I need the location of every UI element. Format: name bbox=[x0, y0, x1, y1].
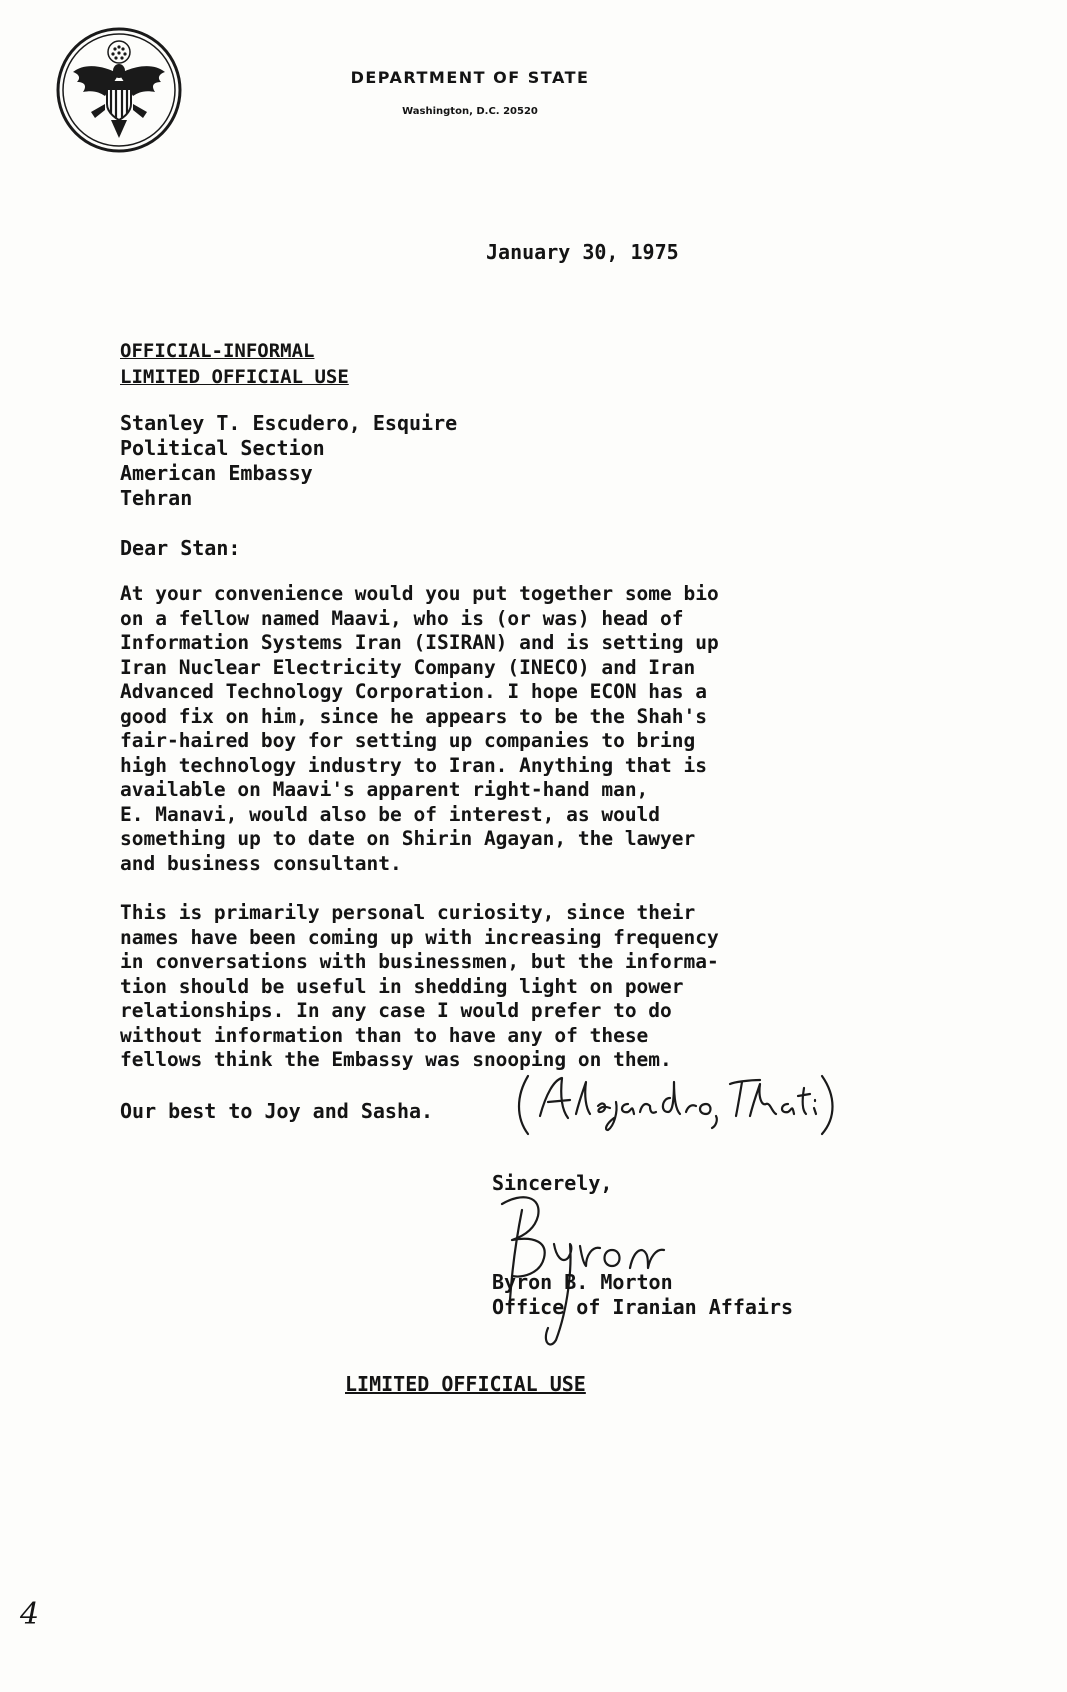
department-address: Washington, D.C. 20520 bbox=[402, 106, 538, 117]
body-line: tion should be useful in shedding light on power bbox=[120, 974, 684, 998]
body-line: E. Manavi, would also be of interest, as would bbox=[120, 802, 661, 826]
body-paragraph-2 bbox=[120, 901, 890, 1073]
signer-office: Office of Iranian Affairs bbox=[492, 1295, 794, 1319]
recipient-office: American Embassy bbox=[120, 461, 313, 485]
recipient-section: Political Section bbox=[120, 436, 325, 460]
body-line: Iran Nuclear Electricity Company (INECO) and Iran bbox=[120, 655, 696, 679]
body-paragraph-1 bbox=[120, 582, 890, 876]
body-line: relationships. In any case I would prefer to do bbox=[120, 999, 672, 1022]
body-line: good fix on him, since he appears to be the Shah's bbox=[120, 704, 707, 728]
body-line: fellows think the Embassy was snooping on them. bbox=[120, 1048, 672, 1071]
body-line: At your convenience would you put together some bio bbox=[120, 582, 719, 605]
recipient-name: Stanley T. Escudero, Esquire bbox=[120, 411, 458, 435]
valediction: Sincerely, bbox=[492, 1171, 613, 1195]
page-number: 4 bbox=[20, 1597, 40, 1632]
classification-header bbox=[120, 338, 349, 390]
signer-name: Byron B. Morton bbox=[492, 1270, 673, 1294]
body-line: in conversations with businessmen, but the informa- bbox=[120, 950, 719, 973]
handwritten-note bbox=[510, 1068, 840, 1138]
classification-line-official-informal: OFFICIAL-INFORMAL bbox=[120, 340, 315, 362]
body-line: fair-haired boy for setting up companies to bring bbox=[120, 729, 696, 752]
salutation: Dear Stan: bbox=[120, 536, 241, 560]
body-line: something up to date on Shirin Agayan, the lawyer bbox=[120, 827, 696, 850]
recipient-city: Tehran bbox=[120, 486, 193, 510]
body-line: high technology industry to Iran. Anything that is bbox=[120, 753, 707, 777]
letter-date: January 30, 1975 bbox=[486, 240, 679, 264]
department-title: DEPARTMENT OF STATE bbox=[350, 68, 590, 87]
body-line: Advanced Technology Corporation. I hope ECON has a bbox=[120, 680, 707, 703]
body-line: This is primarily personal curiosity, since their bbox=[120, 901, 696, 924]
closing-line: Our best to Joy and Sasha. bbox=[120, 1099, 434, 1123]
recipient-address-block bbox=[120, 411, 457, 511]
body-line: Information Systems Iran (ISIRAN) and is setting up bbox=[120, 631, 719, 654]
body-line: on a fellow named Maavi, who is (or was) head of bbox=[120, 606, 684, 630]
signer-block bbox=[492, 1270, 793, 1320]
classification-line-limited-official-use: LIMITED OFFICIAL USE bbox=[120, 366, 349, 388]
body-line: without information than to have any of these bbox=[120, 1023, 649, 1047]
footer-classification: LIMITED OFFICIAL USE bbox=[345, 1372, 586, 1396]
body-line: and business consultant. bbox=[120, 851, 402, 875]
body-line: available on Maavi's apparent right-hand man, bbox=[120, 778, 649, 801]
body-line: names have been coming up with increasing frequency bbox=[120, 925, 719, 949]
great-seal-icon bbox=[55, 26, 183, 154]
